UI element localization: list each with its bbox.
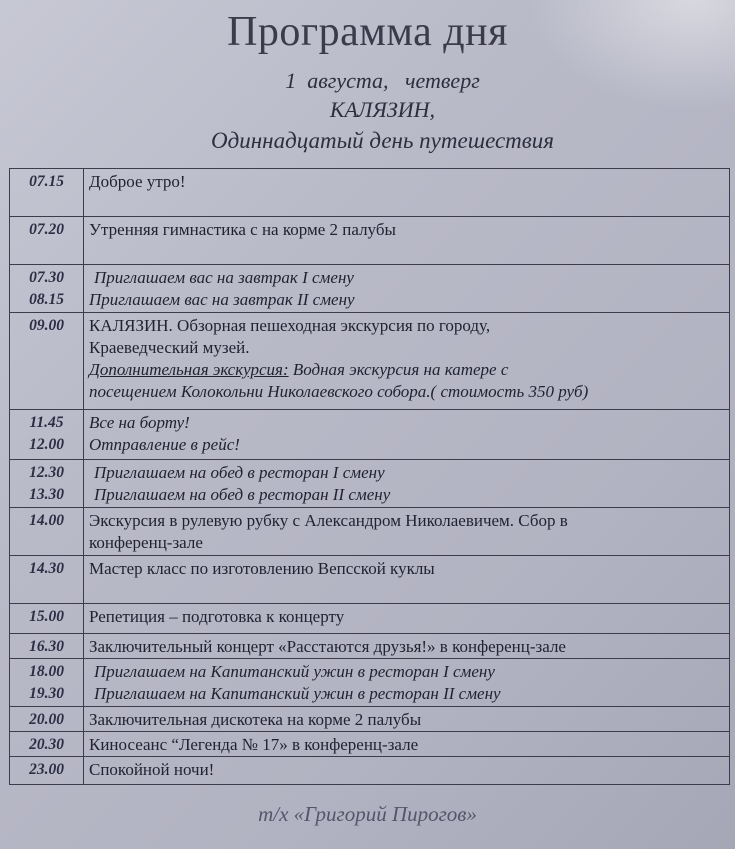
schedule-desc-line: Заключительная дискотека на корме 2 палубы [89, 710, 422, 729]
schedule-time-cell [10, 757, 84, 785]
schedule-row [10, 169, 730, 217]
schedule-desc-cell [84, 410, 730, 460]
schedule-time: 09.00 [29, 317, 64, 334]
schedule-time: 07.20 [29, 221, 64, 238]
schedule-desc-line [89, 359, 729, 381]
schedule-desc-line: Отправление в рейс! [89, 435, 240, 454]
schedule-desc-line: Все на борту! [89, 413, 190, 432]
schedule-time-cell [10, 460, 84, 508]
schedule-row [10, 659, 730, 707]
schedule-time: 11.45 [29, 414, 64, 431]
schedule-time-cell [10, 313, 84, 410]
schedule-desc-line: Приглашаем вас на завтрак I смену [94, 268, 354, 287]
schedule-time: 19.30 [29, 685, 64, 702]
schedule-desc-line: конференц-зале [89, 533, 203, 552]
schedule-desc-cell [84, 556, 730, 604]
schedule-time-cell [10, 265, 84, 313]
schedule-time: 18.00 [29, 663, 64, 680]
schedule-desc-cell [84, 169, 730, 217]
schedule-desc-cell [84, 265, 730, 313]
schedule-desc-cell [84, 732, 730, 757]
schedule-desc-line: Спокойной ночи! [89, 760, 215, 779]
schedule-desc-cell [84, 313, 730, 410]
schedule-desc-line: Приглашаем на Капитанский ужин в ресторан I смену [94, 662, 495, 681]
schedule-time: 23.00 [29, 761, 64, 778]
schedule-time-cell [10, 634, 84, 659]
schedule-desc-line: Заключительный концерт «Расстаются друзья!» в конференц-зале [89, 637, 566, 656]
city-line: КАЛЯЗИН, [329, 97, 436, 122]
schedule-desc-cell [84, 460, 730, 508]
schedule-desc-line: Утренняя гимнастика с на корме 2 палубы [89, 220, 396, 239]
schedule-row [10, 604, 730, 634]
schedule-desc-line: Доброе утро! [89, 172, 186, 191]
schedule-time-cell [10, 508, 84, 556]
schedule-time-cell [10, 659, 84, 707]
schedule-time: 12.30 [29, 464, 64, 481]
extra-excursion-label: Дополнительная экскурсия: [89, 360, 289, 379]
schedule-desc-line: Приглашаем на обед в ресторан II смену [94, 485, 391, 504]
schedule-time: 12.00 [29, 436, 64, 453]
schedule-desc-line: Приглашаем вас на завтрак II смену [89, 290, 355, 309]
schedule-desc-line: КАЛЯЗИН. Обзорная пешеходная экскурсия по городу, [89, 316, 491, 335]
schedule-desc-line: Приглашаем на Капитанский ужин в ресторан II смену [94, 684, 501, 703]
schedule-row [10, 313, 730, 410]
schedule-desc-line: Краеведческий музей. [89, 338, 250, 357]
schedule-time: 15.00 [29, 608, 64, 625]
schedule-time-cell [10, 410, 84, 460]
schedule-time: 14.00 [29, 512, 64, 529]
date-line: 1 августа, четверг [285, 68, 480, 93]
schedule-time: 20.00 [29, 711, 64, 728]
schedule-row [10, 508, 730, 556]
schedule-time: 14.30 [29, 560, 64, 577]
schedule-desc-line: Мастер класс по изготовлению Вепсской куклы [89, 559, 435, 578]
ship-name: т/х «Григорий Пирогов» [258, 802, 477, 826]
day-line: Одиннадцатый день путешествия [211, 128, 554, 153]
schedule-desc-cell [84, 757, 730, 785]
schedule-time: 13.30 [29, 486, 64, 503]
schedule-desc-cell [84, 707, 730, 732]
schedule-time: 07.30 [29, 269, 64, 286]
schedule-row [10, 410, 730, 460]
schedule-row [10, 707, 730, 732]
schedule-desc-cell [84, 217, 730, 265]
schedule-time: 08.15 [29, 291, 64, 308]
schedule-row [10, 732, 730, 757]
schedule-row [10, 634, 730, 659]
schedule-row [10, 757, 730, 785]
schedule-body [10, 169, 730, 785]
schedule-desc-cell [84, 659, 730, 707]
schedule-table [9, 168, 730, 785]
extra-excursion-text: Водная экскурсия на катере с [288, 360, 509, 379]
schedule-desc-cell [84, 634, 730, 659]
schedule-time: 16.30 [29, 638, 64, 655]
page-title: Программа дня [227, 9, 508, 55]
schedule-row [10, 265, 730, 313]
schedule-row [10, 556, 730, 604]
schedule-desc-line: Приглашаем на обед в ресторан I смену [94, 463, 385, 482]
schedule-time-cell [10, 604, 84, 634]
schedule-desc-line: посещением Колокольни Николаевского собора.( стоимость 350 руб) [89, 382, 589, 401]
schedule-row [10, 460, 730, 508]
schedule-desc-line: Репетиция – подготовка к концерту [89, 607, 345, 626]
schedule-time: 20.30 [29, 736, 64, 753]
schedule-time-cell [10, 217, 84, 265]
schedule-time-cell [10, 732, 84, 757]
schedule-time-cell [10, 556, 84, 604]
schedule-row [10, 217, 730, 265]
schedule-desc-cell [84, 604, 730, 634]
schedule-desc-line: Киносеанс “Легенда № 17» в конференц-зале [89, 735, 419, 754]
schedule-time-cell [10, 707, 84, 732]
schedule-time: 07.15 [29, 173, 64, 190]
schedule-time-cell [10, 169, 84, 217]
schedule-desc-line: Экскурсия в рулевую рубку с Александром Николаевичем. Сбор в [89, 511, 568, 530]
schedule-desc-cell [84, 508, 730, 556]
